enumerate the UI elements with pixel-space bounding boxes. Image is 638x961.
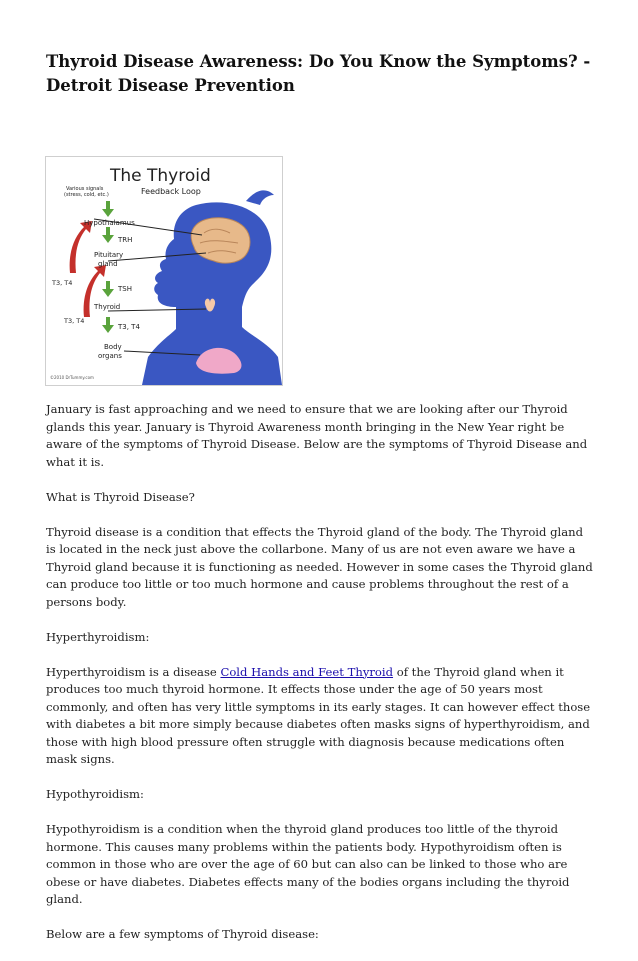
- green-arrow-2: [102, 227, 114, 243]
- label-body-organs-line2: organs: [98, 352, 122, 360]
- paragraph-hypothyroidism: Hypothyroidism is a condition when the thyroid gland produces too little of the thyroid hormone. This causes many problems within the patients body. Hypothyroidism often is common in those who are over the age of 60 but can also can be linked to those who are obese or have diabetes. Diabetes effects many of the bodies organs including the thyroid gland.: [46, 822, 570, 906]
- figure-subheading: Feedback Loop: [141, 187, 201, 196]
- green-arrow-1: [102, 201, 114, 217]
- label-hypothalamus: Hypothalamus: [84, 219, 135, 227]
- label-pituitary-line2: gland: [98, 260, 118, 268]
- label-signals-line1: Various signals: [66, 186, 104, 192]
- paragraph-intro: January is fast approaching and we need to ensure that we are looking after our Thyroid glands this year. January is Thyroid Awareness month bringing in the New Year right be aware of the symptoms of Thyroid Disease. Below are the symptoms of Thyroid Disease and what it is.: [46, 402, 588, 469]
- green-arrow-3: [102, 281, 114, 297]
- label-signals: [64, 186, 109, 198]
- label-thyroid: Thyroid: [94, 303, 121, 311]
- label-tsh: TSH: [118, 285, 132, 293]
- heading-hyperthyroidism: Hyperthyroidism:: [46, 629, 150, 644]
- paragraph-thyroid-disease: Thyroid disease is a condition that effects the Thyroid gland of the body. The Thyroid gland is located in the neck just above the collarbone. Many of us are not even aware we have a Thyroid gland because it is functioning as needed. However in some cases the Thyroid gland can produce too little or too much hormone and cause problems throughout the rest of a persons body.: [46, 524, 593, 609]
- thyroid-feedback-loop-image: [45, 156, 283, 386]
- label-body-organs-line1: Body: [104, 343, 122, 351]
- green-arrow-4: [102, 317, 114, 333]
- thyroid-diagram: [46, 157, 282, 385]
- article-body: [46, 401, 594, 961]
- label-left-t3t4-top: T3, T4: [52, 279, 73, 287]
- label-trh: TRH: [118, 236, 133, 244]
- paragraph-symptoms-intro: Below are a few symptoms of Thyroid disease:: [46, 927, 319, 941]
- hyper-text-before: Hyperthyroidism is a disease: [46, 664, 221, 679]
- image-credit: ©2010 DrTummy.com: [50, 375, 94, 380]
- heading-hypothyroidism: Hypothyroidism:: [46, 787, 144, 801]
- page-title: Thyroid Disease Awareness: Do You Know the Symptoms? - Detroit Disease Prevention: [46, 52, 591, 95]
- label-signals-line2: (stress, cold, etc.): [64, 192, 109, 198]
- heading-what-is-thyroid-disease: What is Thyroid Disease?: [46, 489, 195, 504]
- paragraph-hyperthyroidism: [46, 664, 594, 769]
- hyper-text-after: of the Thyroid gland when it produces too much thyroid hormone. It effects those under the age of 50 years most commonly, and often has very little symptoms in its early stages. It can however effect those with diabetes a bit more simply because diabetes often masks signs of hyperthyroidism, and those with high blood pressure often struggle with diagnosis because medications often mask signs.: [46, 664, 591, 766]
- label-t3t4: T3, T4: [118, 323, 140, 331]
- red-arrow-upper: [70, 221, 92, 273]
- label-left-t3t4-bottom: T3, T4: [64, 317, 85, 325]
- label-pituitary-line1: Pituitary: [94, 251, 124, 259]
- figure-heading: The Thyroid: [110, 166, 211, 186]
- label-body-organs: [98, 343, 124, 360]
- cold-hands-feet-thyroid-link[interactable]: Cold Hands and Feet Thyroid: [220, 664, 394, 679]
